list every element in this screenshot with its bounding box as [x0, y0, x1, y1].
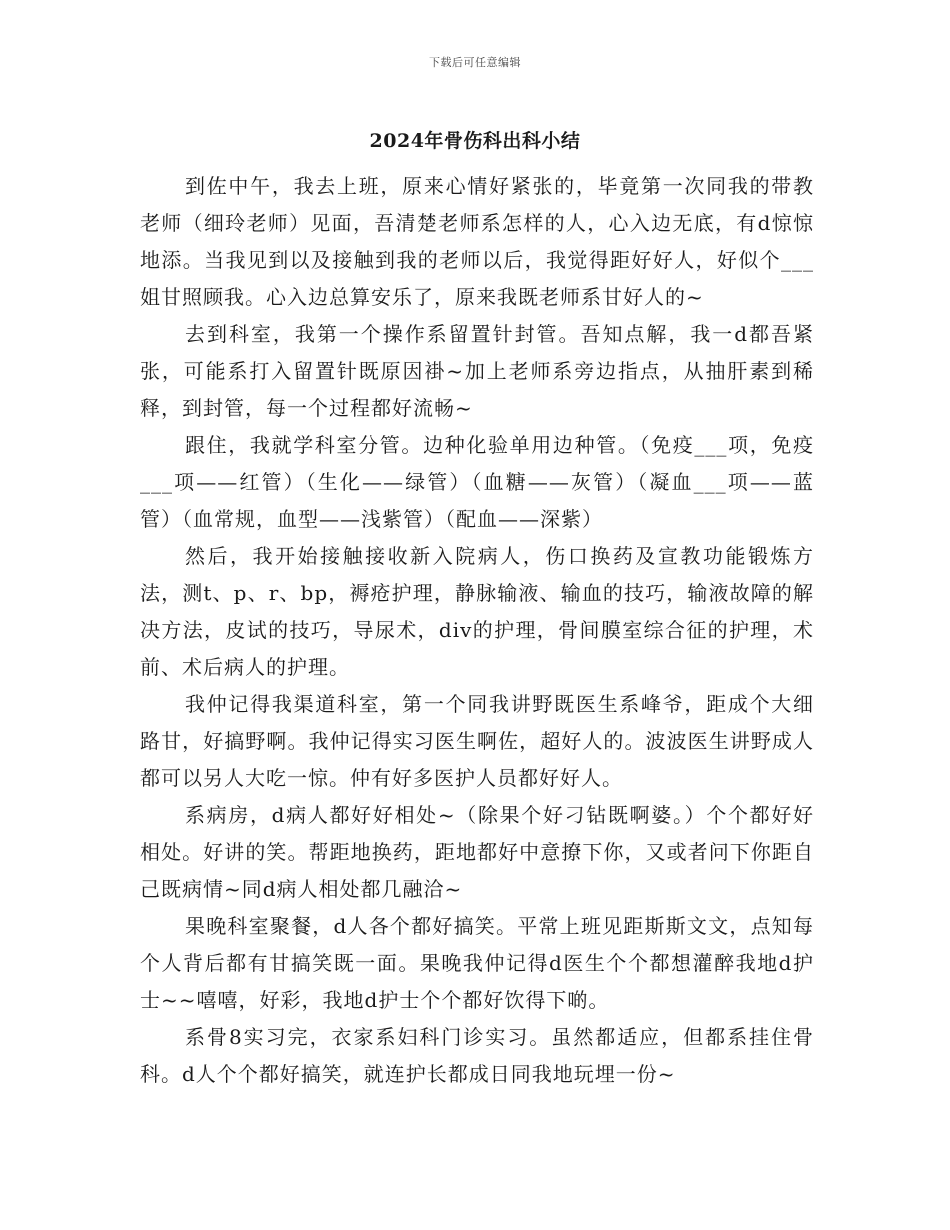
paragraph: 系病房，d病人都好好相处~（除果个好刁钻既啊婆。）个个都好好相处。好讲的笑。帮距地换药，距地都好中意撩下你，又或者问下你距自己既病情~同d病人相处都几融洽~	[140, 803, 814, 901]
paragraph: 我仲记得我渠道科室，第一个同我讲野既医生系峰爷，距成个大细路甘，好搞野啊。我仲记得实习医生啊佐，超好人的。波波医生讲野成人都可以另人大吃一惊。仲有好多医护人员都好好人。	[140, 692, 814, 790]
paragraph: 然后，我开始接触接收新入院病人，伤口换药及宣教功能锻炼方法，测t、p、r、bp，褥疮护理，静脉输液、输血的技巧，输液故障的解决方法，皮试的技巧，导尿术，div的护理，骨间膜室综合征的护理，术前、术后病人的护理。	[140, 544, 814, 679]
paragraph: 果晚科室聚餐，d人各个都好搞笑。平常上班见距斯斯文文，点知每个人背后都有甘搞笑既一面。果晚我仲记得d医生个个都想灌醉我地d护士~~嘻嘻，好彩，我地d护士个个都好饮得下啲。	[140, 914, 814, 1012]
paragraph: 跟住，我就学科室分管。边种化验单用边种管。（免疫___项，免疫___项——红管）（生化——绿管）（血糖——灰管）（凝血___项——蓝管）（血常规，血型——浅紫管）（配血——深紫）	[140, 433, 814, 531]
paragraph: 系骨8实习完，衣家系妇科门诊实习。虽然都适应，但都系挂住骨科。d人个个都好搞笑，就连护长都成日同我地玩埋一份~	[140, 1025, 814, 1086]
paragraph: 去到科室，我第一个操作系留置针封管。吾知点解，我一d都吾紧张，可能系打入留置针既原因褂~加上老师系旁边指点，从抽肝素到稀释，到封管，每一个过程都好流畅~	[140, 322, 814, 420]
paragraph: 到佐中午，我去上班，原来心情好紧张的，毕竟第一次同我的带教老师（细玲老师）见面，吾清楚老师系怎样的人，心入边无底，有d惊惊地添。当我见到以及接触到我的老师以后，我觉得距好好人，好似个___姐甘照顾我。心入边总算安乐了，原来我既老师系甘好人的~	[140, 174, 814, 309]
document-title: 2024年骨伤科出科小结	[369, 130, 581, 152]
header-note: 下载后可任意编辑	[429, 56, 521, 69]
document-body	[140, 168, 814, 1093]
